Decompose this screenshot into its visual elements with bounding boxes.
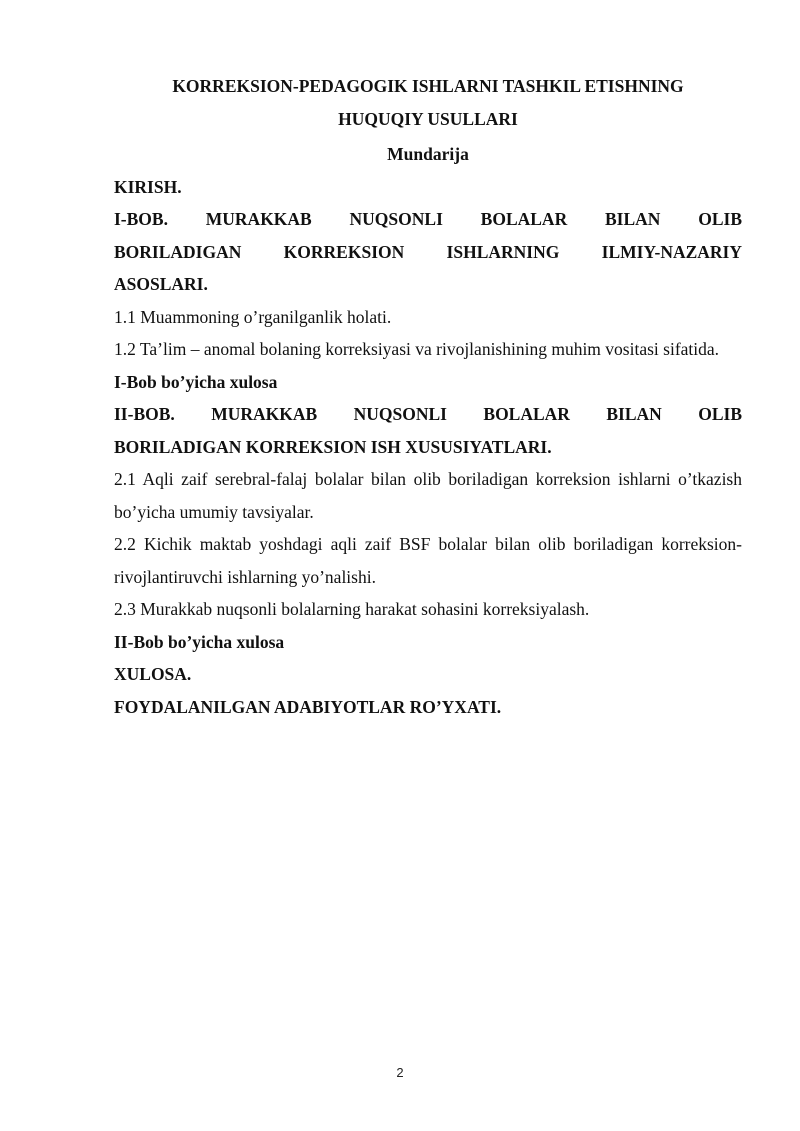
document-title-line-2: HUQUQIY USULLARI xyxy=(338,108,518,129)
toc-item-chapter-1-line-3: ASOSLARI. xyxy=(114,274,208,294)
toc-item-xulosa: XULOSA. xyxy=(114,664,192,684)
document-page xyxy=(114,70,742,723)
toc-heading: Mundarija xyxy=(387,144,469,164)
document-title xyxy=(114,70,742,135)
toc-item-section-2-3: 2.3 Murakkab nuqsonli bolalarning harakat sohasini korreksiyalash. xyxy=(114,599,590,619)
toc-item-section-1-1: 1.1 Muammoning o’rganilganlik holati. xyxy=(114,306,392,327)
toc-item-section-2-2: 2.2 Kichik maktab yoshdagi aqli zaif BSF bolalar bilan olib boriladigan korreksion-rivojlantiruvchi ishlarning yo’nalishi. xyxy=(114,534,742,587)
toc-item-kirish: KIRISH. xyxy=(114,176,182,197)
toc-item-references: FOYDALANILGAN ADABIYOTLAR RO’YXATI. xyxy=(114,696,502,717)
document-title-line-1: KORREKSION-PEDAGOGIK ISHLARNI TASHKIL ETISHNING xyxy=(172,76,684,96)
toc-item-section-1-2: 1.2 Ta’lim – anomal bolaning korreksiyasi va rivojlanishining muhim vositasi sifatida. xyxy=(114,339,720,359)
page-number: 2 xyxy=(396,1065,404,1080)
toc-item-chapter-2-line-2: BORILADIGAN KORREKSION ISH XUSUSIYATLARI. xyxy=(114,436,552,457)
toc-item-chapter-2-line-1: II-BOB. MURAKKAB NUQSONLI BOLALAR BILAN OLIB xyxy=(114,404,742,424)
toc-item-chapter-1-conclusion: I-Bob bo’yicha xulosa xyxy=(114,371,278,392)
toc-item-chapter-1-line-1: I-BOB. MURAKKAB NUQSONLI BOLALAR BILAN OLIB xyxy=(114,209,742,229)
toc-item-section-2-1: 2.1 Aqli zaif serebral-falaj bolalar bilan olib boriladigan korreksion ishlarni o’tkazish bo’yicha umumiy tavsiyalar. xyxy=(114,469,742,522)
toc-item-chapter-2-conclusion: II-Bob bo’yicha xulosa xyxy=(114,631,285,652)
toc-item-chapter-1-line-2: BORILADIGAN KORREKSION ISHLARNING ILMIY-NAZARIY xyxy=(114,241,742,262)
